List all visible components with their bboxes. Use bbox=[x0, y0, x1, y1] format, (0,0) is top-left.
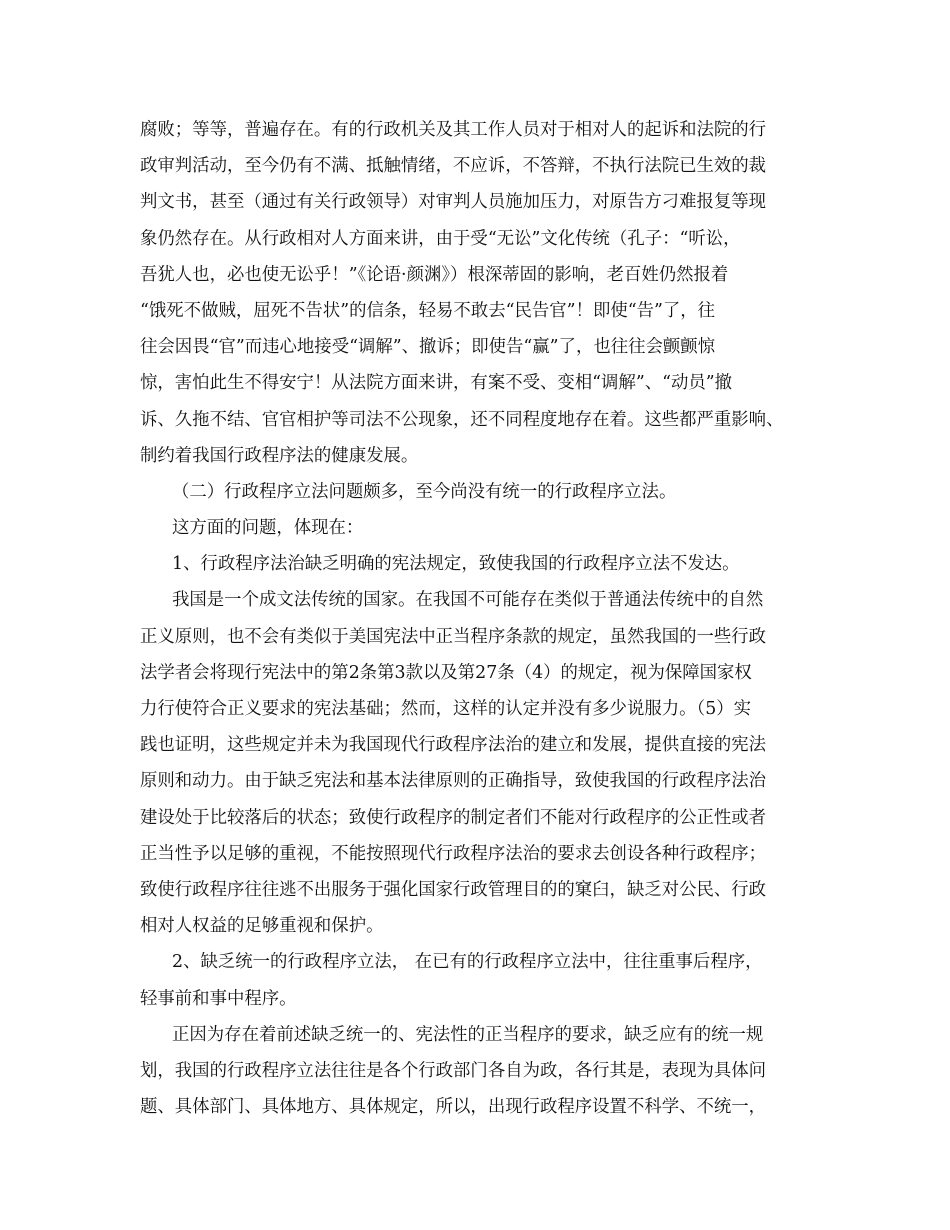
text-line: 力行使符合正义要求的宪法基础；然而，这样的认定并没有多少说服力。（5）实 bbox=[140, 699, 752, 719]
text-line: 题、具体部门、具体地方、具体规定，所以，出现行政程序设置不科学、不统一， bbox=[140, 1097, 767, 1118]
text-line: 惊，害怕此生不得安宁！从法院方面来讲，有案不受、变相“调解”、“动员”撤 bbox=[140, 373, 733, 394]
text-line: 象仍然存在。从行政相对人方面来讲，由于受“无讼”文化传统（孔子：“听讼， bbox=[140, 228, 741, 249]
text-line: 判文书，甚至（通过有关行政领导）对审判人员施加压力，对原告方刁难报复等现 bbox=[140, 192, 767, 213]
text-line: 诉、久拖不结、官官相护等司法不公现象，还不同程度地存在着。这些都严重影响、 bbox=[140, 409, 784, 430]
text-line: 这方面的问题，体现在： bbox=[172, 518, 364, 539]
text-line: 原则和动力。由于缺乏宪法和基本法律原则的正确指导，致使我国的行政程序法治 bbox=[140, 771, 767, 792]
text-line: 轻事前和事中程序。 bbox=[140, 988, 297, 1009]
text-line: 政审判活动，至今仍有不满、抵触情绪，不应诉，不答辩，不执行法院已生效的裁 bbox=[140, 156, 767, 177]
text-line: 我国是一个成文法传统的国家。在我国不可能存在类似于普通法传统中的自然 bbox=[172, 590, 764, 611]
text-line: 制约着我国行政程序法的健康发展。 bbox=[140, 445, 419, 466]
text-line: 法学者会将现行宪法中的第2条第3款以及第27条（4）的规定，视为保障国家权 bbox=[140, 662, 752, 683]
text-line: 划，我国的行政程序立法往往是各个行政部门各自为政，各行其是，表现为具体问 bbox=[140, 1060, 767, 1081]
section-heading: （二）行政程序立法问题颇多，至今尚没有统一的行政程序立法。 bbox=[172, 481, 677, 502]
text-line: 腐败；等等，普遍存在。有的行政机关及其工作人员对于相对人的起诉和法院的行 bbox=[140, 120, 767, 140]
text-line: 正义原则，也不会有类似于美国宪法中正当程序条款的规定，虽然我国的一些行政 bbox=[140, 626, 767, 647]
text-line: 建设处于比较落后的状态；致使行政程序的制定者们不能对行政程序的公正性或者 bbox=[140, 807, 767, 828]
text-line: 致使行政程序往往逃不出服务于强化国家行政管理目的的窠臼，缺乏对公民、行政 bbox=[140, 879, 767, 900]
text-line: 往会因畏“官”而违心地接受“调解”、撤诉；即使告“赢”了，也往往会颤颤惊 bbox=[140, 337, 716, 358]
text-line: “饿死不做贼，屈死不告状”的信条，轻易不敢去“民告官”！即使“告”了，往 bbox=[140, 300, 716, 321]
subheading: 1、行政程序法治缺乏明确的宪法规定，致使我国的行政程序立法不发达。 bbox=[172, 554, 740, 575]
body-text bbox=[140, 112, 830, 1125]
text-line: 吾犹人也，必也使无讼乎！”《论语·颜渊》）根深蒂固的影响，老百姓仍然报着 bbox=[140, 264, 729, 285]
text-line: 践也证明，这些规定并未为我国现代行政程序法治的建立和发展，提供直接的宪法 bbox=[140, 735, 767, 756]
text-line: 相对人权益的足够重视和保护。 bbox=[140, 916, 384, 937]
text-line: 正当性予以足够的重视，不能按照现代行政程序法治的要求去创设各种行政程序； bbox=[140, 843, 767, 864]
text-line: 正因为存在着前述缺乏统一的、宪法性的正当程序的要求，缺乏应有的统一规 bbox=[172, 1024, 764, 1045]
subheading: 2、缺乏统一的行政程序立法， 在已有的行政程序立法中，往往重事后程序， bbox=[172, 952, 763, 973]
